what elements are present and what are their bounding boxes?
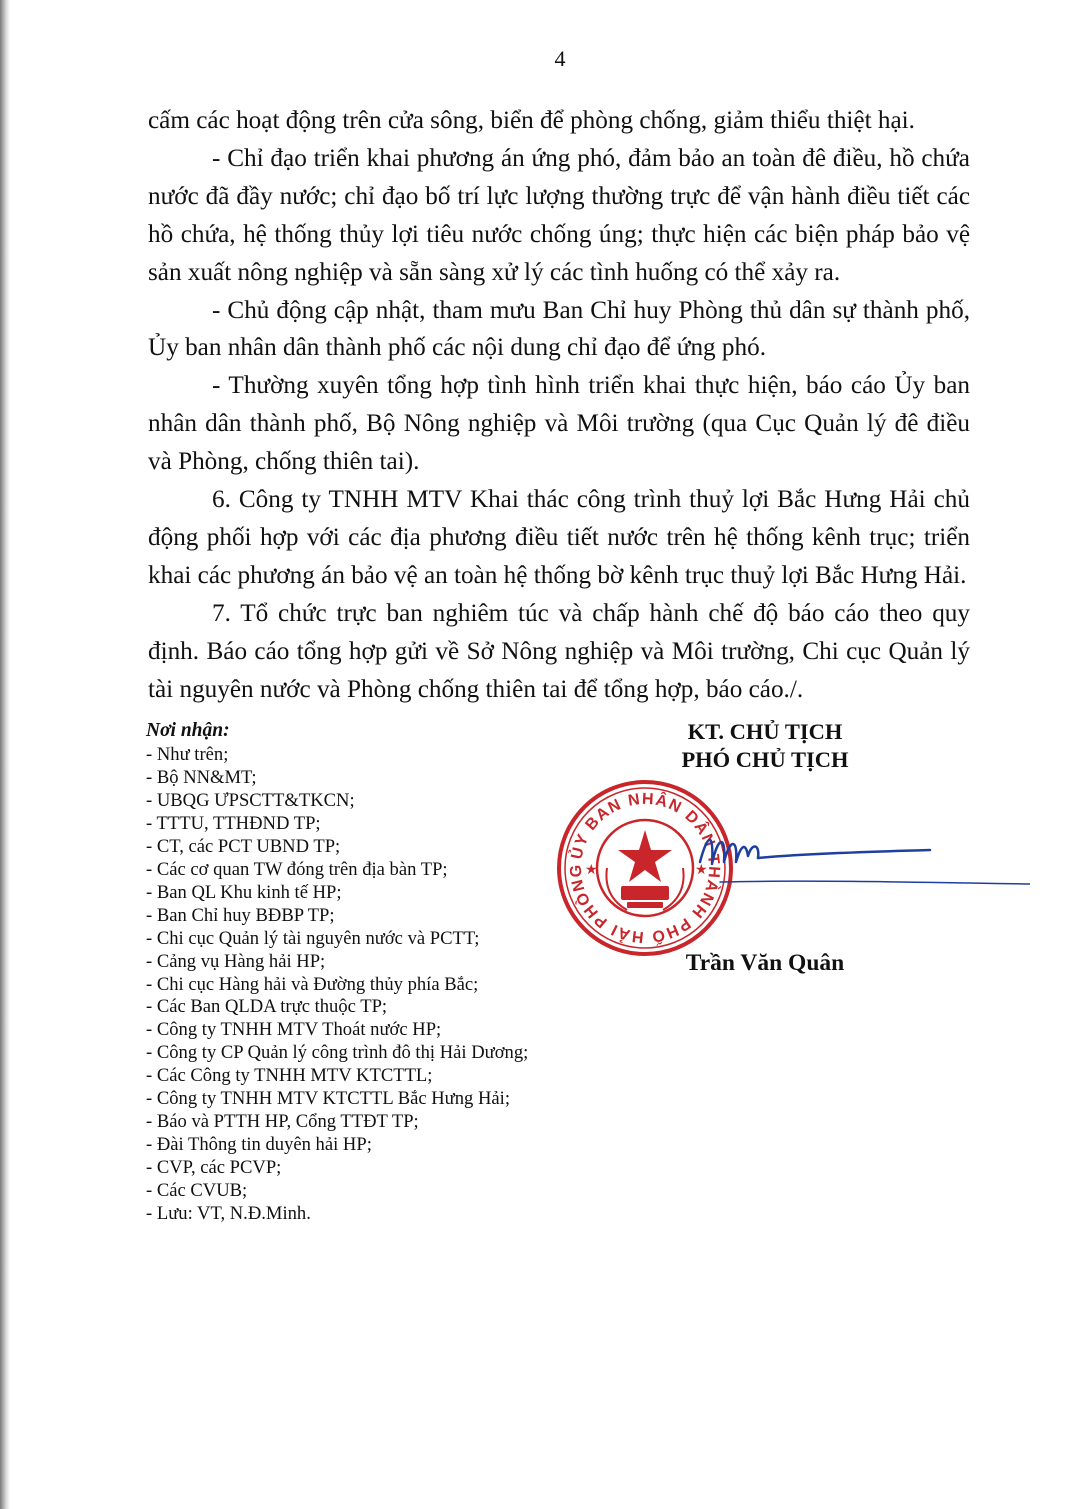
page-edge-shadow	[0, 0, 10, 1509]
recipient-item: - Ban Chỉ huy BĐBP TP;	[146, 904, 335, 926]
recipient-item: - Chi cục Quản lý tài nguyên nước và PCTT;	[146, 927, 480, 949]
recipient-item: - CT, các PCT UBND TP;	[146, 835, 341, 857]
page-number: 4	[554, 46, 566, 71]
recipient-item: - Lưu: VT, N.Đ.Minh.	[146, 1203, 311, 1225]
recipient-item: - Công ty CP Quản lý công trình đô thị Hải Dương;	[146, 1042, 529, 1064]
recipients-block	[146, 718, 616, 1226]
recipient-item: - CVP, các PCVP;	[146, 1157, 282, 1179]
paragraph-continuation: cấm các hoạt động trên cửa sông, biển để phòng chống, giảm thiểu thiệt hại.	[148, 107, 915, 134]
recipient-item: - Các Ban QLDA trực thuộc TP;	[146, 996, 388, 1018]
paragraph-directive-response: - Chỉ đạo triển khai phương án ứng phó, đảm bảo an toàn đê điều, hồ chứa nước đã đầy nước; chỉ đạo bố trí lực lượng thường trực để vận hành điều tiết các hồ chứa, hệ thống thủy lợi tiêu nước chống úng; thực hiện các biện pháp bảo vệ sản xuất nông nghiệp và sẵn sàng xử lý các tình huống có thể xảy ra.	[148, 144, 970, 286]
svg-text:★: ★	[695, 861, 708, 877]
signature-title-block	[600, 718, 930, 774]
recipient-item: - Công ty TNHH MTV KTCTTL Bắc Hưng Hải;	[146, 1088, 511, 1110]
paragraph-directive-report: - Thường xuyên tổng hợp tình hình triển khai thực hiện, báo cáo Ủy ban nhân dân thành phố, Bộ Nông nghiệp và Môi trường (qua Cục Quản lý đê điều và Phòng, chống thiên tai).	[148, 372, 970, 476]
paragraph-item-7: 7. Tổ chức trực ban nghiêm túc và chấp hành chế độ báo cáo theo quy định. Báo cáo tổng hợp gửi về Sở Nông nghiệp và Môi trường, Chi cục Quản lý tài nguyên nước và Phòng chống thiên tai để tổng hợp, báo cáo./.	[148, 599, 970, 703]
recipient-item: - Cảng vụ Hàng hải HP;	[146, 950, 326, 972]
recipient-item: - Bộ NN&MT;	[146, 766, 257, 788]
signature-title-line2: PHÓ CHỦ TỊCH	[681, 747, 849, 772]
recipient-item: - Công ty TNHH MTV Thoát nước HP;	[146, 1019, 442, 1041]
recipient-item: - Báo và PTTH HP, Cổng TTĐT TP;	[146, 1111, 419, 1133]
paragraph-item-6: 6. Công ty TNHH MTV Khai thác công trình thuỷ lợi Bắc Hưng Hải chủ động phối hợp với các địa phương điều tiết nước trên hệ thống kênh trục; triển khai các phương án bảo vệ an toàn hệ thống bờ kênh trục thuỷ lợi Bắc Hưng Hải.	[148, 486, 970, 589]
document-body	[148, 102, 970, 709]
paragraph-directive-update: - Chủ động cập nhật, tham mưu Ban Chỉ huy Phòng thủ dân sự thành phố, Ủy ban nhân dân thành phố các nội dung chỉ đạo để ứng phó.	[148, 296, 970, 362]
handwritten-signature-icon	[690, 822, 1030, 892]
recipient-item: - UBQG ƯPSCTT&TKCN;	[146, 789, 355, 811]
recipients-heading: Nơi nhận:	[146, 720, 230, 741]
recipient-item: - Các Công ty TNHH MTV KTCTTL;	[146, 1065, 433, 1087]
recipient-item: - Các CVUB;	[146, 1180, 248, 1202]
signature-title-line1: KT. CHỦ TỊCH	[687, 719, 843, 744]
recipient-item: - Các cơ quan TW đóng trên địa bàn TP;	[146, 858, 448, 880]
seal-text: ỦY BAN NHÂN DÂN THÀNH PHỐ HẢI PHÒNG	[567, 790, 723, 946]
recipient-item: - TTTU, TTHĐND TP;	[146, 812, 321, 834]
recipient-item: - Ban QL Khu kinh tế HP;	[146, 881, 342, 903]
signer-name: Trần Văn Quân	[685, 950, 845, 976]
recipients-list	[146, 744, 616, 1226]
svg-text:★: ★	[585, 861, 598, 877]
recipient-item: - Như trên;	[146, 744, 229, 765]
recipient-item: - Chi cục Hàng hải và Đường thủy phía Bắc;	[146, 973, 479, 995]
recipient-item: - Đài Thông tin duyên hải HP;	[146, 1134, 372, 1156]
